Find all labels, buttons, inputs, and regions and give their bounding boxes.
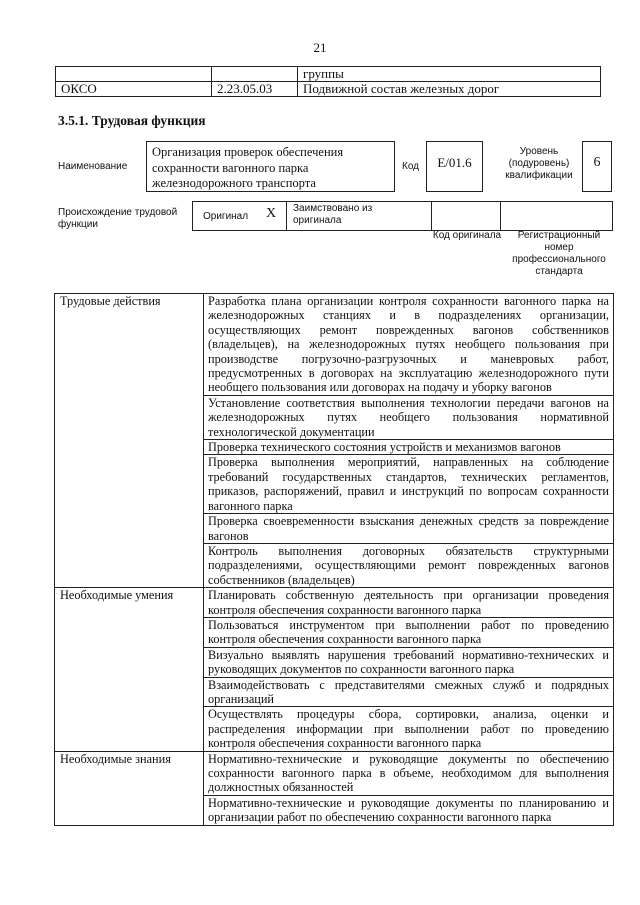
okso-cell: [212, 67, 298, 82]
list-item: Визуально выявлять нарушения требований нормативно-технических и руководящих документов по сохранности вагонного парка: [204, 647, 614, 677]
list-item: Пользоваться инструментом при выполнении работ по проведению контроля обеспечения сохранности вагонного парка: [204, 617, 614, 647]
function-code-box: E/01.6: [426, 141, 483, 192]
origin-label: Происхождение трудовой функции: [58, 207, 178, 230]
okso-code: 2.23.05.03: [212, 82, 298, 97]
function-name-box: Организация проверок обеспечения сохранности вагонного парка железнодорожного транспорта: [146, 141, 395, 192]
section-title: 3.5.1. Трудовая функция: [58, 113, 206, 128]
table-row: [55, 588, 614, 618]
table-row: [55, 294, 614, 396]
table-row: [55, 751, 614, 795]
function-content-table: [54, 293, 614, 826]
level-box: 6: [582, 141, 612, 192]
okso-row-2: [56, 82, 601, 97]
section-heading-skills: Необходимые умения: [55, 588, 204, 751]
original-mark: X: [266, 206, 277, 221]
list-item: Установление соответствия выполнения технологии передачи вагонов на железнодорожных путях необщего пользования нормативной технологической документации: [204, 395, 614, 439]
section-heading-knowledge: Необходимые знания: [55, 751, 204, 825]
page-number: 21: [313, 40, 327, 55]
code-label: Код: [402, 161, 420, 172]
list-item: Контроль выполнения договорных обязательств структурными подразделениями, осуществляющими ремонт поврежденных вагонов собственников (владельцев): [204, 543, 614, 587]
name-label: Наименование: [58, 161, 128, 172]
list-item: Проверка выполнения мероприятий, направленных на соблюдение требований государственных стандартов, технических регламентов, приказов, распоряжений, правил и инструкций по вопросам сохранности вагонного парка: [204, 455, 614, 514]
okso-cell: группы: [298, 67, 601, 82]
okso-title: Подвижной состав железных дорог: [298, 82, 601, 97]
okso-row-1: [56, 67, 601, 82]
borrowed-label: Заимствовано из оригинала: [293, 203, 373, 226]
okso-table: [55, 66, 601, 97]
level-label: Уровень (подуровень) квалификации: [505, 146, 573, 181]
list-item: Нормативно-технические и руководящие документы по планированию и организации работ по обеспечению сохранности вагонного парка: [204, 795, 614, 825]
list-item: Осуществлять процедуры сбора, сортировки, анализа, оценки и распределения информации при выполнении работ по проведению контроля обеспечения сохранности вагонного парка: [204, 707, 614, 751]
list-item: Планировать собственную деятельность при организации проведения контроля обеспечения сохранности вагонного парка: [204, 588, 614, 618]
section-heading-actions: Трудовые действия: [55, 294, 204, 588]
list-item: Проверка технического состояния устройств и механизмов вагонов: [204, 440, 614, 455]
list-item: Проверка своевременности взыскания денежных средств за повреждение вагонов: [204, 514, 614, 544]
reg-num-label: Регистрационный номер профессионального стандарта: [512, 230, 606, 277]
list-item: Разработка плана организации контроля сохранности вагонного парка на железнодорожных станциях и в подразделениях организации, осуществляющих ремонт поврежденных вагонов собственников (владельцев), на железнодорожных путях необщего пользования при производстве погрузочно-разгрузочных и маневровых работ, предусмотренных в договорах на эксплуатацию железнодорожного пути необщего пользования или договорах на подачу и уборку вагонов: [204, 294, 614, 396]
code-orig-label: Код оригинала: [432, 230, 502, 241]
list-item: Нормативно-технические и руководящие документы по обеспечению сохранности вагонного парка в объеме, необходимом для выполнения должностных обязанностей: [204, 751, 614, 795]
original-label: Оригинал: [203, 211, 249, 222]
list-item: Взаимодействовать с представителями смежных служб и подрядных организаций: [204, 677, 614, 707]
code-orig-cell: [431, 201, 501, 231]
okso-label: ОКСО: [56, 82, 212, 97]
okso-cell: [56, 67, 212, 82]
